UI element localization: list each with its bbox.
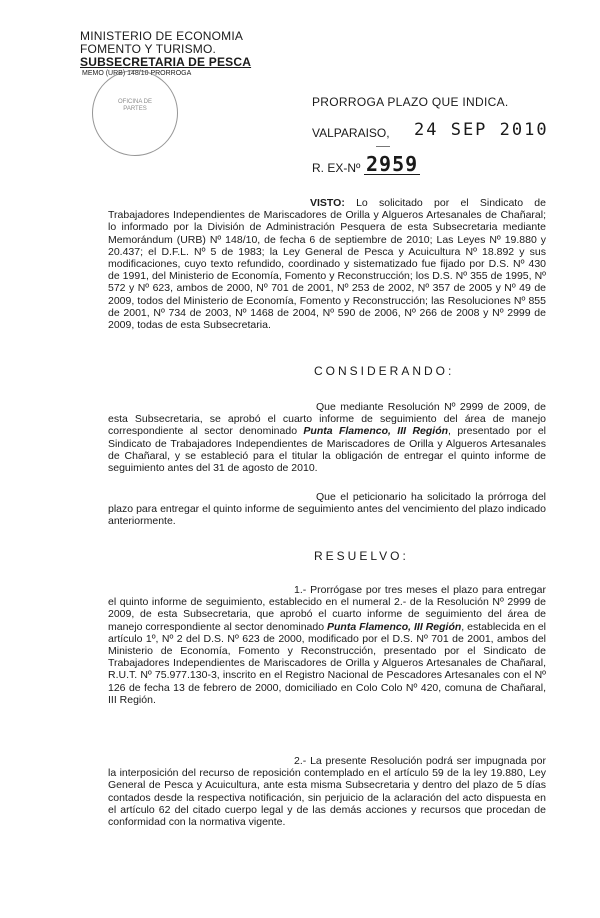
- resuelvo-item-2: [108, 755, 546, 828]
- considerando-paragraph-1: [108, 401, 546, 474]
- c1-text-b: , presentado por el Sindicato de Trabajadores Independientes de Mariscadores de Orilla y Algueros Artesanales de Chañaral, y se estableció para el titular la obligación de entregar el quinto informe de seguimiento antes del 31 de agosto de 2010.: [108, 425, 547, 475]
- place-label: VALPARAISO,: [312, 126, 390, 140]
- stamp-text: OFICINA DE PARTES: [117, 99, 152, 112]
- considerando-paragraph-2: [108, 491, 546, 528]
- c2-text: Que el peticionario ha solicitado la prórroga del plazo para entregar el quinto informe de seguimiento antes del vencimiento del plazo indicado anteriormente.: [108, 491, 546, 528]
- r2-text: 2.- La presente Resolución podrá ser impugnada por la interposición del recurso de reposición contemplado en el artículo 59 de la ley 19.880, Ley General de Pesca y Acuicultura, ante esta misma Subsecretaria y dentro del plazo de 5 días contados desde la respectiva notificación, sin perjuicio de la aclaración del acto dispuesta en el artículo 62 del citado cuerpo legal y de las demás acciones y recursos que procedan de conformidad con la normativa vigente.: [108, 755, 546, 829]
- letterhead: [80, 30, 300, 79]
- rex-underline: [364, 174, 420, 175]
- visto-label: VISTO:: [310, 197, 345, 209]
- considerando-heading: CONSIDERANDO:: [314, 364, 455, 378]
- memo-reference: MEMO (URB) 148/10 PRORROGA: [82, 70, 192, 77]
- rex-label: R. EX-Nº: [312, 161, 361, 175]
- document-title: PRORROGA PLAZO QUE INDICA.: [312, 95, 509, 109]
- c1-text-a: Que mediante Resolución Nº 2999 de 2009, de esta Subsecretaria, se aprobó el cuarto informe de seguimiento del área de manejo correspondiente al sector denominado: [108, 401, 546, 438]
- rex-tick-mark: [376, 146, 390, 147]
- visto-text: Lo solicitado por el Sindicato de Trabajadores Independientes de Mariscadores de Orilla y Algueros Artesanales de Chañaral; lo informado por la División de Administración Pesquera de esta Subsecretaria mediante Memorándum (URB) Nº 148/10, de fecha 6 de septiembre de 2010; Las Leyes Nº 19.880 y 20.437; el D.F.L. Nº 5 de 1983; la Ley General de Pesca y Acuicultura Nº 18.892 y sus modificaciones, cuyo texto refundido, coordinado y sistematizado fue fijado por D.S. Nº 430 de 1991, del Ministerio de Economía, Fomento y Reconstrucción; los D.S. Nº 355 de 1995, Nº 572 y Nº 623, ambos de 2000, Nº 701 de 2001, Nº 253 de 2002, Nº 357 de 2005 y Nº 49 de 2009, todos del Ministerio de Economía, Fomento y Reconstrucción; las Resoluciones Nº 855 de 2001, Nº 734 de 2003, Nº 1468 de 2004, Nº 590 de 2006, Nº 266 de 2008 y Nº 2999 de 2009, todas de esta Subsecretaria.: [108, 197, 546, 332]
- date-stamp: 24 SEP 2010: [414, 120, 549, 140]
- visto-paragraph: [108, 197, 546, 331]
- resuelvo-heading: RESUELVO:: [314, 549, 409, 563]
- rex-number: 2959: [366, 152, 419, 176]
- r1-text-a: 1.- Prorrógase por tres meses el plazo para entregar el quinto informe de seguimiento, establecido en el numeral 2.- de la Resolución Nº 2999 de 2009, de esta Subsecretaria, que aprobó el cuarto informe de seguimiento del área de manejo correspondiente al sector denominado: [108, 584, 546, 633]
- r1-sector-name: Punta Flamenco, III Región: [327, 620, 462, 633]
- ministry-subline: FOMENTO Y TURISMO.: [80, 42, 217, 56]
- ministry-line: MINISTERIO DE ECONOMIA: [80, 29, 244, 43]
- subsecretaria-line: SUBSECRETARIA DE PESCA: [80, 55, 252, 69]
- office-stamp: [92, 70, 178, 156]
- c1-sector-name: Punta Flamenco, III Región: [303, 425, 449, 438]
- r1-text-b: , establecida en el artículo 1º, Nº 2 del D.S. Nº 623 de 2000, modificado por el D.S. Nº 701 de 2001, ambos del Ministerio de Economía, Fomento y Reconstrucción, presentado por el Sindicato de Trabajadores Independientes de Mariscadores de Orilla y Algueros Artesanales de Chañaral, R.U.T. Nº 75.977.130-3, inscrito en el Registro Nacional de Pescadores Artesanales con el Nº 126 de fecha 13 de febrero de 2000, domiciliado en Colo Colo Nº 420, comuna de Chañaral, III Región.: [108, 620, 546, 706]
- resuelvo-item-1: [108, 584, 546, 706]
